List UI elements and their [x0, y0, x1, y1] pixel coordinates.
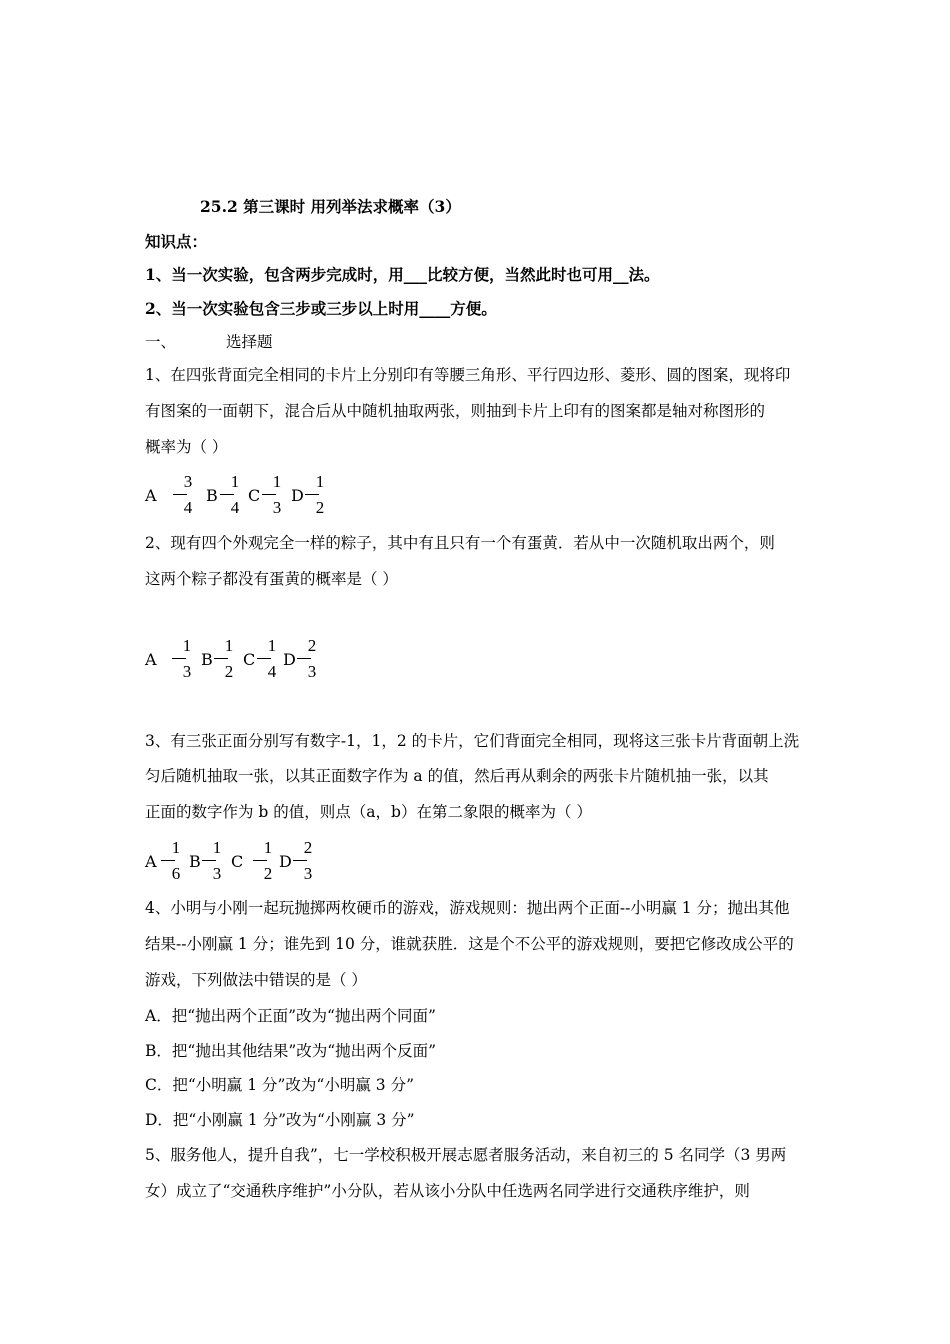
q2-option-c-label: C [243, 650, 256, 669]
q3-option-d-label: D [279, 852, 292, 871]
q3-line-3: 正面的数字作为 b 的值，则点（a，b）在第二象限的概率为（ ） [145, 803, 592, 821]
q1-line-1: 1、在四张背面完全相同的卡片上分别印有等腰三角形、平行四边形、菱形、圆的图案，现将印 [145, 366, 791, 384]
q5-line-2: 女）成立了“交通秩序维护”小分队，若从该小分队中任选两名同学进行交通秩序维护，则 [145, 1182, 750, 1200]
q3-option-b-label: B [189, 852, 201, 871]
q2-option-a-label: A [145, 650, 157, 669]
q2-option-b-label: B [201, 650, 213, 669]
q3-line-1: 3、有三张正面分别写有数字-1，1，2 的卡片，它们背面完全相同，现将这三张卡片背面朝上洗 [145, 732, 800, 750]
q4-option-c: C．把“小明赢 1 分”改为“小明赢 3 分” [145, 1076, 414, 1094]
q1-option-b-label: B [206, 486, 218, 505]
section-name: 选择题 [226, 333, 273, 351]
q2-option-d-label: D [283, 650, 296, 669]
q3-line-2: 匀后随机抽取一张，以其正面数字作为 a 的值，然后再从剩余的两张卡片随机抽一张，以其 [145, 767, 769, 785]
knowledge-point-1: 1、当一次实验，包含两步完成时，用___比较方便，当然此时也可用__法。 [145, 265, 660, 284]
q4-line-3: 游戏，下列做法中错误的是（ ） [145, 971, 367, 989]
knowledge-heading: 知识点： [145, 232, 208, 251]
q1-option-a-label: A [145, 486, 157, 505]
q1-line-2: 有图案的一面朝下，混合后从中随机抽取两张，则抽到卡片上印有的图案都是轴对称图形的 [145, 402, 766, 420]
q1-line-3: 概率为（ ） [145, 438, 228, 456]
q3-option-a-label: A [145, 852, 157, 871]
q4-option-a: A．把“抛出两个正面”改为“抛出两个同面” [145, 1007, 436, 1025]
q2-line-2: 这两个粽子都没有蛋黄的概率是（ ） [145, 570, 398, 588]
q3-option-c-label: C [231, 852, 244, 871]
page-title: 25.2 第三课时 用列举法求概率（3） [200, 197, 461, 216]
knowledge-point-2: 2、当一次实验包含三步或三步以上时用____方便。 [145, 299, 497, 318]
q4-line-1: 4、小明与小刚一起玩抛掷两枚硬币的游戏，游戏规则：抛出两个正面--小明赢 1 分；抛出其他 [145, 899, 790, 917]
q1-option-d-label: D [291, 486, 304, 505]
q4-line-2: 结果--小刚赢 1 分；谁先到 10 分，谁就获胜．这是个不公平的游戏规则，要把它修改成公平的 [145, 935, 794, 953]
section-number: 一、 [145, 333, 177, 351]
section-heading [145, 332, 273, 352]
q4-option-b: B．把“抛出其他结果”改为“抛出两个反面” [145, 1042, 437, 1060]
q2-line-1: 2、现有四个外观完全一样的粽子，其中有且只有一个有蛋黄．若从中一次随机取出两个，则 [145, 534, 775, 552]
q1-option-c-label: C [248, 486, 261, 505]
q5-line-1: 5、服务他人，提升自我”，七一学校积极开展志愿者服务活动，来自初三的 5 名同学（3 男两 [145, 1146, 787, 1164]
q4-option-d: D．把“小刚赢 1 分”改为“小刚赢 3 分” [145, 1111, 415, 1129]
